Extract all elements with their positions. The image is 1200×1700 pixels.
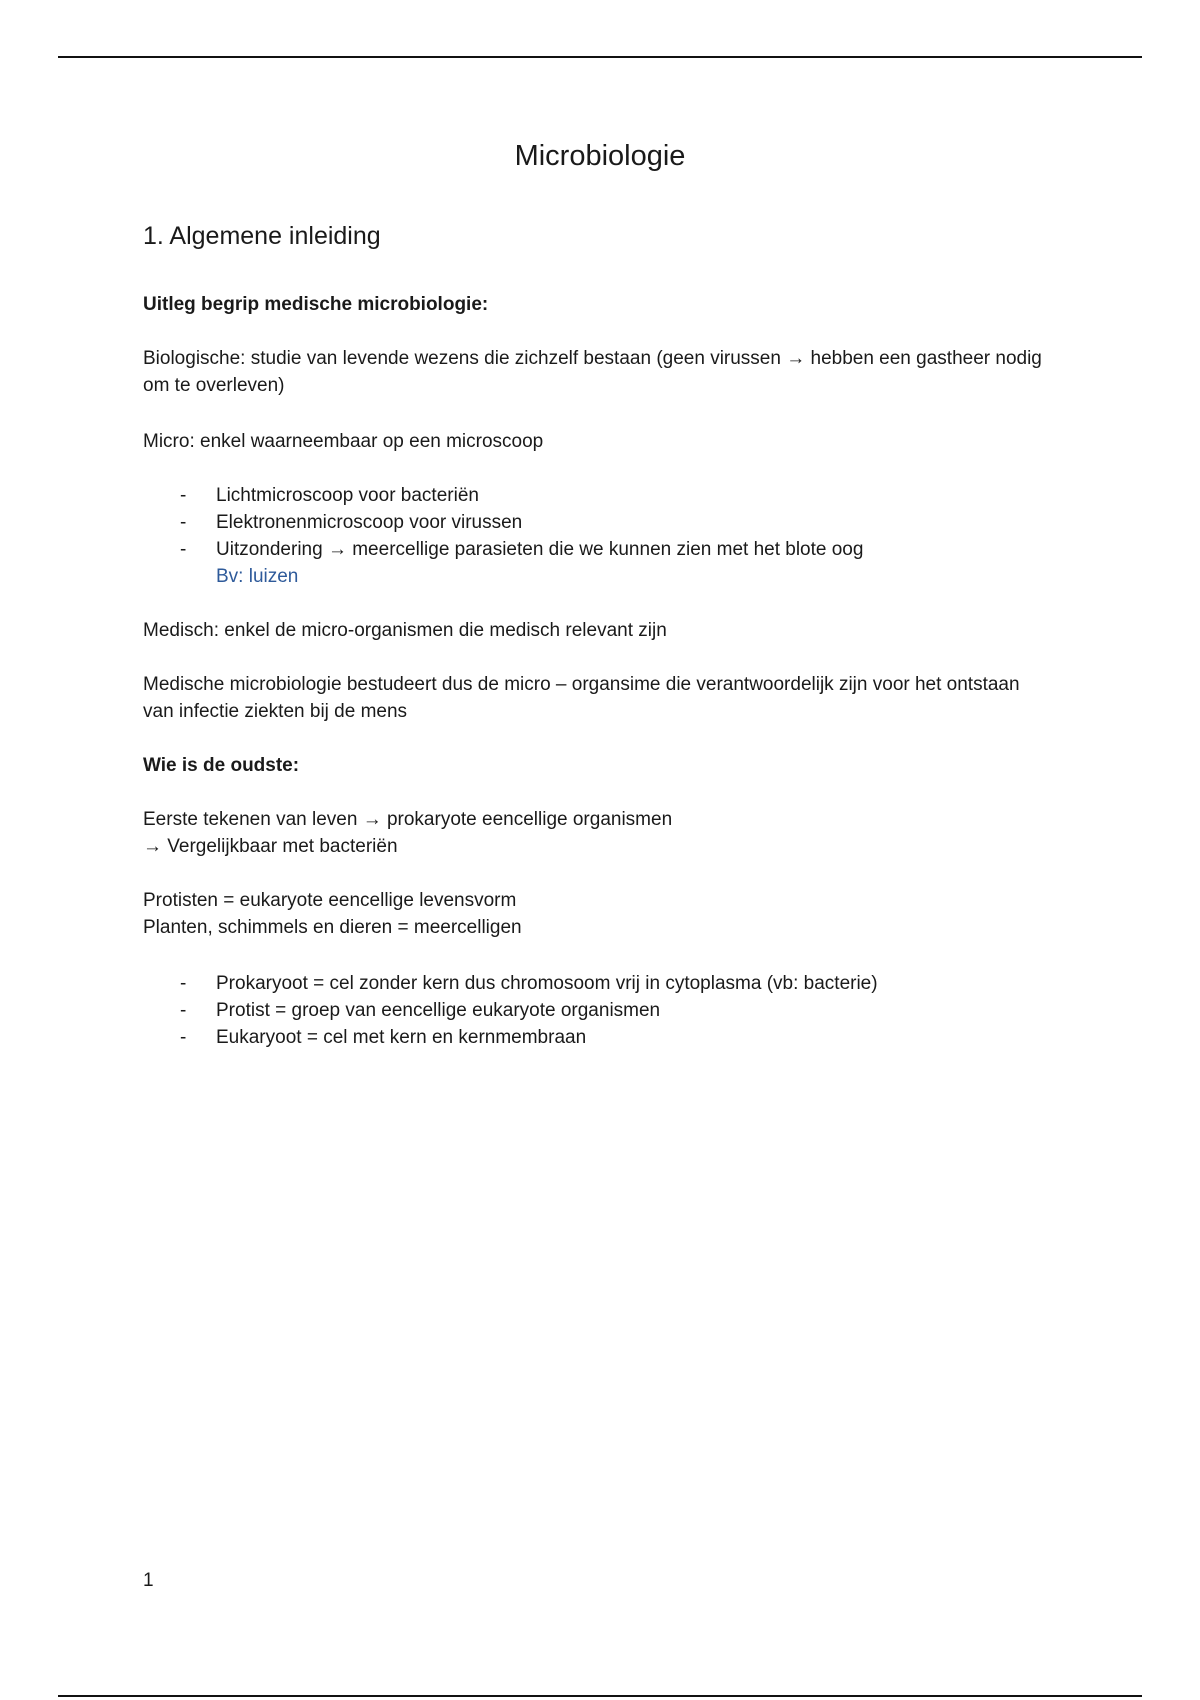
bullet-dash: - — [180, 1000, 187, 1021]
paragraph-protisten — [143, 887, 522, 941]
example-note: Bv: luizen — [216, 566, 299, 587]
paragraph-medische-microbiologie: Medische microbiologie bestudeert dus de micro – organsime die verantwoordelijk zijn voor het ontstaan van infectie ziekten bij de mens — [143, 674, 1020, 722]
bullet-dash: - — [180, 539, 187, 560]
list-microscopen — [143, 482, 863, 590]
line-protisten: Protisten = eukaryote eencellige levensvorm — [143, 890, 517, 911]
paragraph-biologische: Biologische: studie van levende wezens die zichzelf bestaan (geen virussen → hebben een gastheer nodig om te overleven) — [143, 348, 1042, 396]
list-item-text: Prokaryoot = cel zonder kern dus chromosoom vrij in cytoplasma (vb: bacterie) — [216, 973, 878, 994]
bullet-dash: - — [180, 1027, 187, 1048]
subheading-oudste: Wie is de oudste: — [143, 755, 300, 776]
section-heading: 1. Algemene inleiding — [143, 222, 381, 250]
footer-rule — [58, 1695, 1142, 1697]
page-number: 1 — [143, 1570, 154, 1591]
paragraph-medisch: Medisch: enkel de micro-organismen die medisch relevant zijn — [143, 620, 667, 641]
subheading-begrip: Uitleg begrip medische microbiologie: — [143, 294, 489, 315]
line-meercelligen: Planten, schimmels en dieren = meercelligen — [143, 917, 522, 938]
list-item — [143, 482, 863, 509]
list-item-text: Uitzondering → meercellige parasieten die we kunnen zien met het blote oog — [216, 539, 864, 560]
list-item — [143, 1024, 878, 1051]
bullet-dash: - — [180, 973, 187, 994]
line-vergelijkbaar: → Vergelijkbaar met bacteriën — [143, 836, 398, 857]
list-item — [143, 509, 863, 536]
list-item-text: Elektronenmicroscoop voor virussen — [216, 512, 523, 533]
bullet-dash: - — [180, 485, 187, 506]
list-item-text: Lichtmicroscoop voor bacteriën — [216, 485, 479, 506]
list-item — [143, 536, 863, 563]
header-rule — [58, 56, 1142, 58]
document-title: Microbiologie — [514, 140, 686, 172]
list-item — [143, 997, 878, 1024]
list-definities — [143, 970, 878, 1051]
bullet-dash: - — [180, 512, 187, 533]
list-item-text: Protist = groep van eencellige eukaryote organismen — [216, 1000, 661, 1021]
list-note — [143, 563, 863, 590]
list-item-text: Eukaryoot = cel met kern en kernmembraan — [216, 1027, 587, 1048]
paragraph-eerste-tekenen — [143, 806, 672, 860]
paragraph-micro: Micro: enkel waarneembaar op een microscoop — [143, 431, 544, 452]
line-eerste-tekenen: Eerste tekenen van leven → prokaryote eencellige organismen — [143, 809, 673, 830]
list-item — [143, 970, 878, 997]
